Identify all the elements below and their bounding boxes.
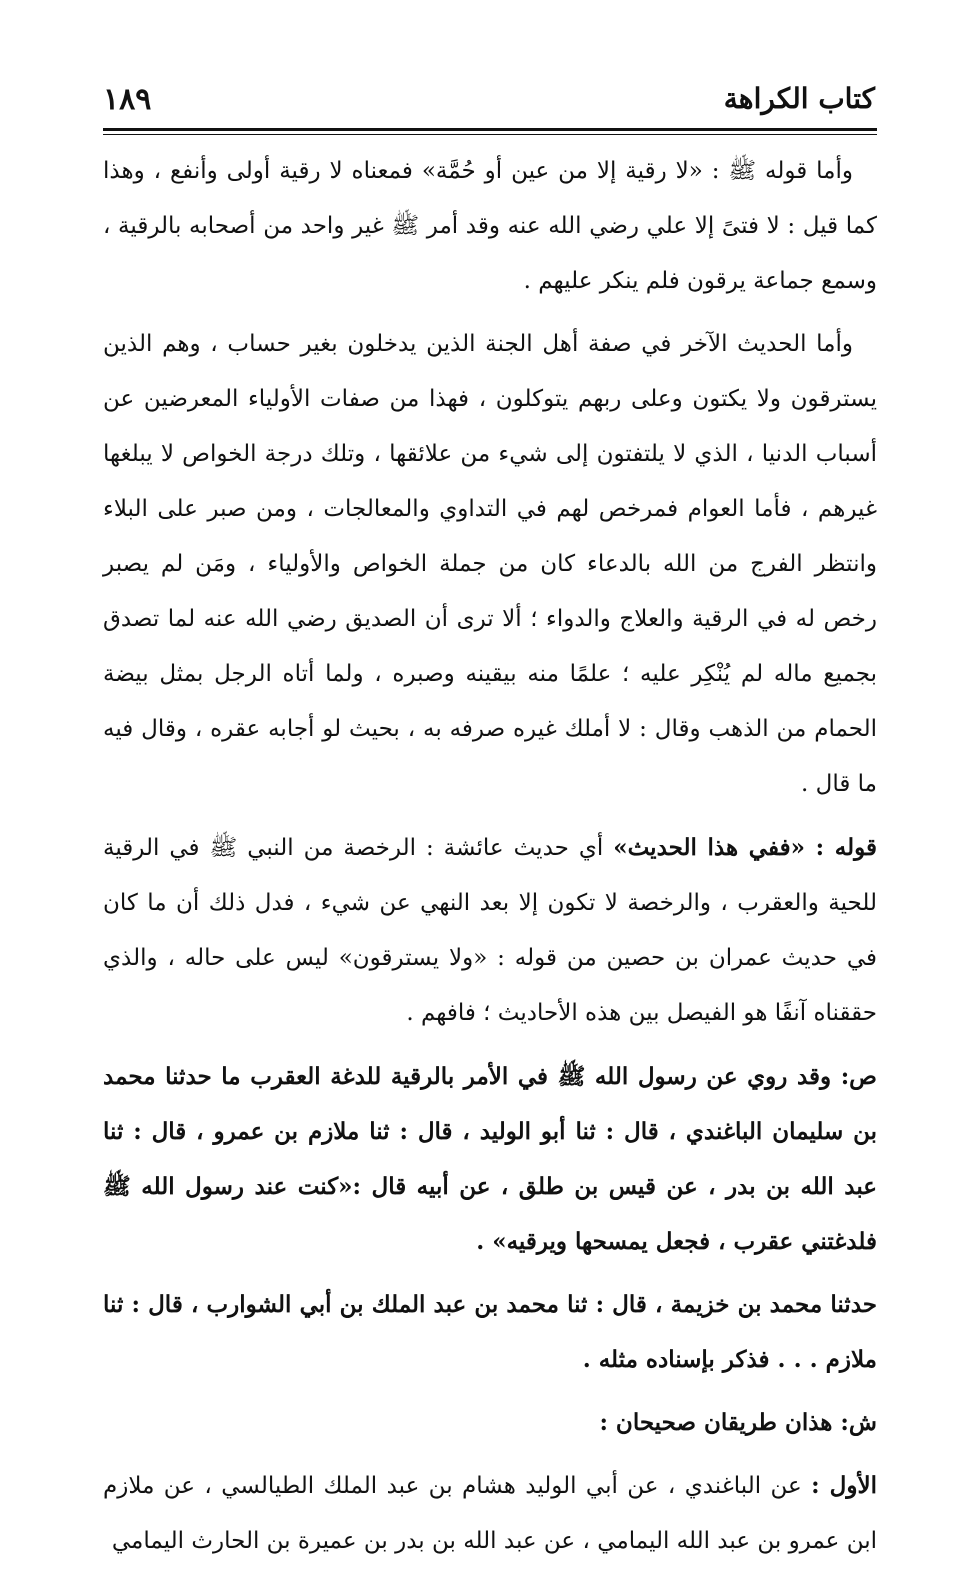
paragraph-text: حدثنا محمد بن خزيمة ، قال : ثنا محمد بن عبد الملك بن أبي الشوارب ، قال : ثنا ملازم . . . فذكر بإسناده مثله . <box>103 1291 877 1373</box>
paragraph-text: وأما الحديث الآخر في صفة أهل الجنة الذين يدخلون بغير حساب ، وهم الذين يسترقون ولا يكتون وعلى ربهم يتوكلون ، فهذا من صفات الأولياء المعرضين عن أسباب الدنيا ، الذي لا يلتفتون إلى شيء من علائقها ، وتلك درجة الخواص لا يبلغها غيرهم ، فأما العوام فمرخص لهم في التداوي والمعالجات ، ومن صبر على البلاء وانتظر الفرج من الله بالدعاء كان من جملة الخواص والأولياء ، ومَن لم يصبر رخص له في الرقية والعلاج والدواء ؛ ألا ترى أن الصديق رضي الله عنه لما تصدق بجميع ماله لم يُنْكِر عليه ؛ علمًا منه بيقينه وصبره ، ولما أتاه الرجل بمثل بيضة الحمام من الذهب وقال : لا أملك غيره صرفه به ، بحيث لو أجابه عقره ، وقال فيه ما قال . <box>103 331 877 797</box>
book-title: كتاب الكراهة <box>723 82 875 115</box>
paragraph-text: عن الباغندي ، عن أبي الوليد هشام بن عبد الملك الطيالسي ، عن ملازم ابن عمرو بن عبد الله اليمامي ، عن عبد الله بن بدر بن عميرة بن الحارث اليمامي <box>103 1473 877 1554</box>
paragraph-3 <box>103 820 877 1041</box>
paragraph-1 <box>103 144 877 309</box>
paragraph-text: وأما قوله ﷺ : «لا رقية إلا من عين أو حُمَّة» فمعناه لا رقية أولى وأنفع ، وهذا كما قيل : لا فتىً إلا علي رضي الله عنه وقد أمر ﷺ غير واحد من أصحابه بالرقية ، وسمع جماعة يرقون فلم ينكر عليهم . <box>103 158 877 294</box>
page-header <box>103 78 875 124</box>
paragraph-4 <box>103 1049 877 1269</box>
commentary-lead: قوله : «ففي هذا الحديث» <box>613 834 877 861</box>
commentary-lead: الأول : <box>811 1472 877 1499</box>
header-rule-thick <box>103 128 877 131</box>
header-rule-thin <box>103 134 877 135</box>
page-body <box>103 144 877 1577</box>
paragraph-2 <box>103 317 877 812</box>
paragraph-text: أي حديث عائشة : الرخصة من النبي ﷺ في الرقية للحية والعقرب ، والرخصة لا تكون إلا بعد النهي عن شيء ، فدل ذلك أن ما كان في حديث عمران بن حصين من قوله : «ولا يسترقون» ليس على حاله ، والذي حققناه آنفًا هو الفيصل بين هذه الأحاديث ؛ فافهم . <box>103 835 877 1026</box>
paragraph-6 <box>103 1395 877 1450</box>
paragraph-text: ص: وقد روي عن رسول الله ﷺ في الأمر بالرقية للدغة العقرب ما حدثنا محمد بن سليمان الباغندي ، قال : ثنا أبو الوليد ، قال : ثنا ملازم بن عمرو ، قال : ثنا عبد الله بن بدر ، عن قيس بن طلق ، عن أبيه قال :«كنت عند رسول الله ﷺ فلدغتني عقرب ، فجعل يمسحها ويرقيه» . <box>103 1063 877 1255</box>
page-number: ١٨٩ <box>103 82 152 117</box>
paragraph-7 <box>103 1458 877 1569</box>
paragraph-5 <box>103 1277 877 1387</box>
paragraph-text: ش: هذان طريقان صحيحان : <box>599 1409 877 1436</box>
